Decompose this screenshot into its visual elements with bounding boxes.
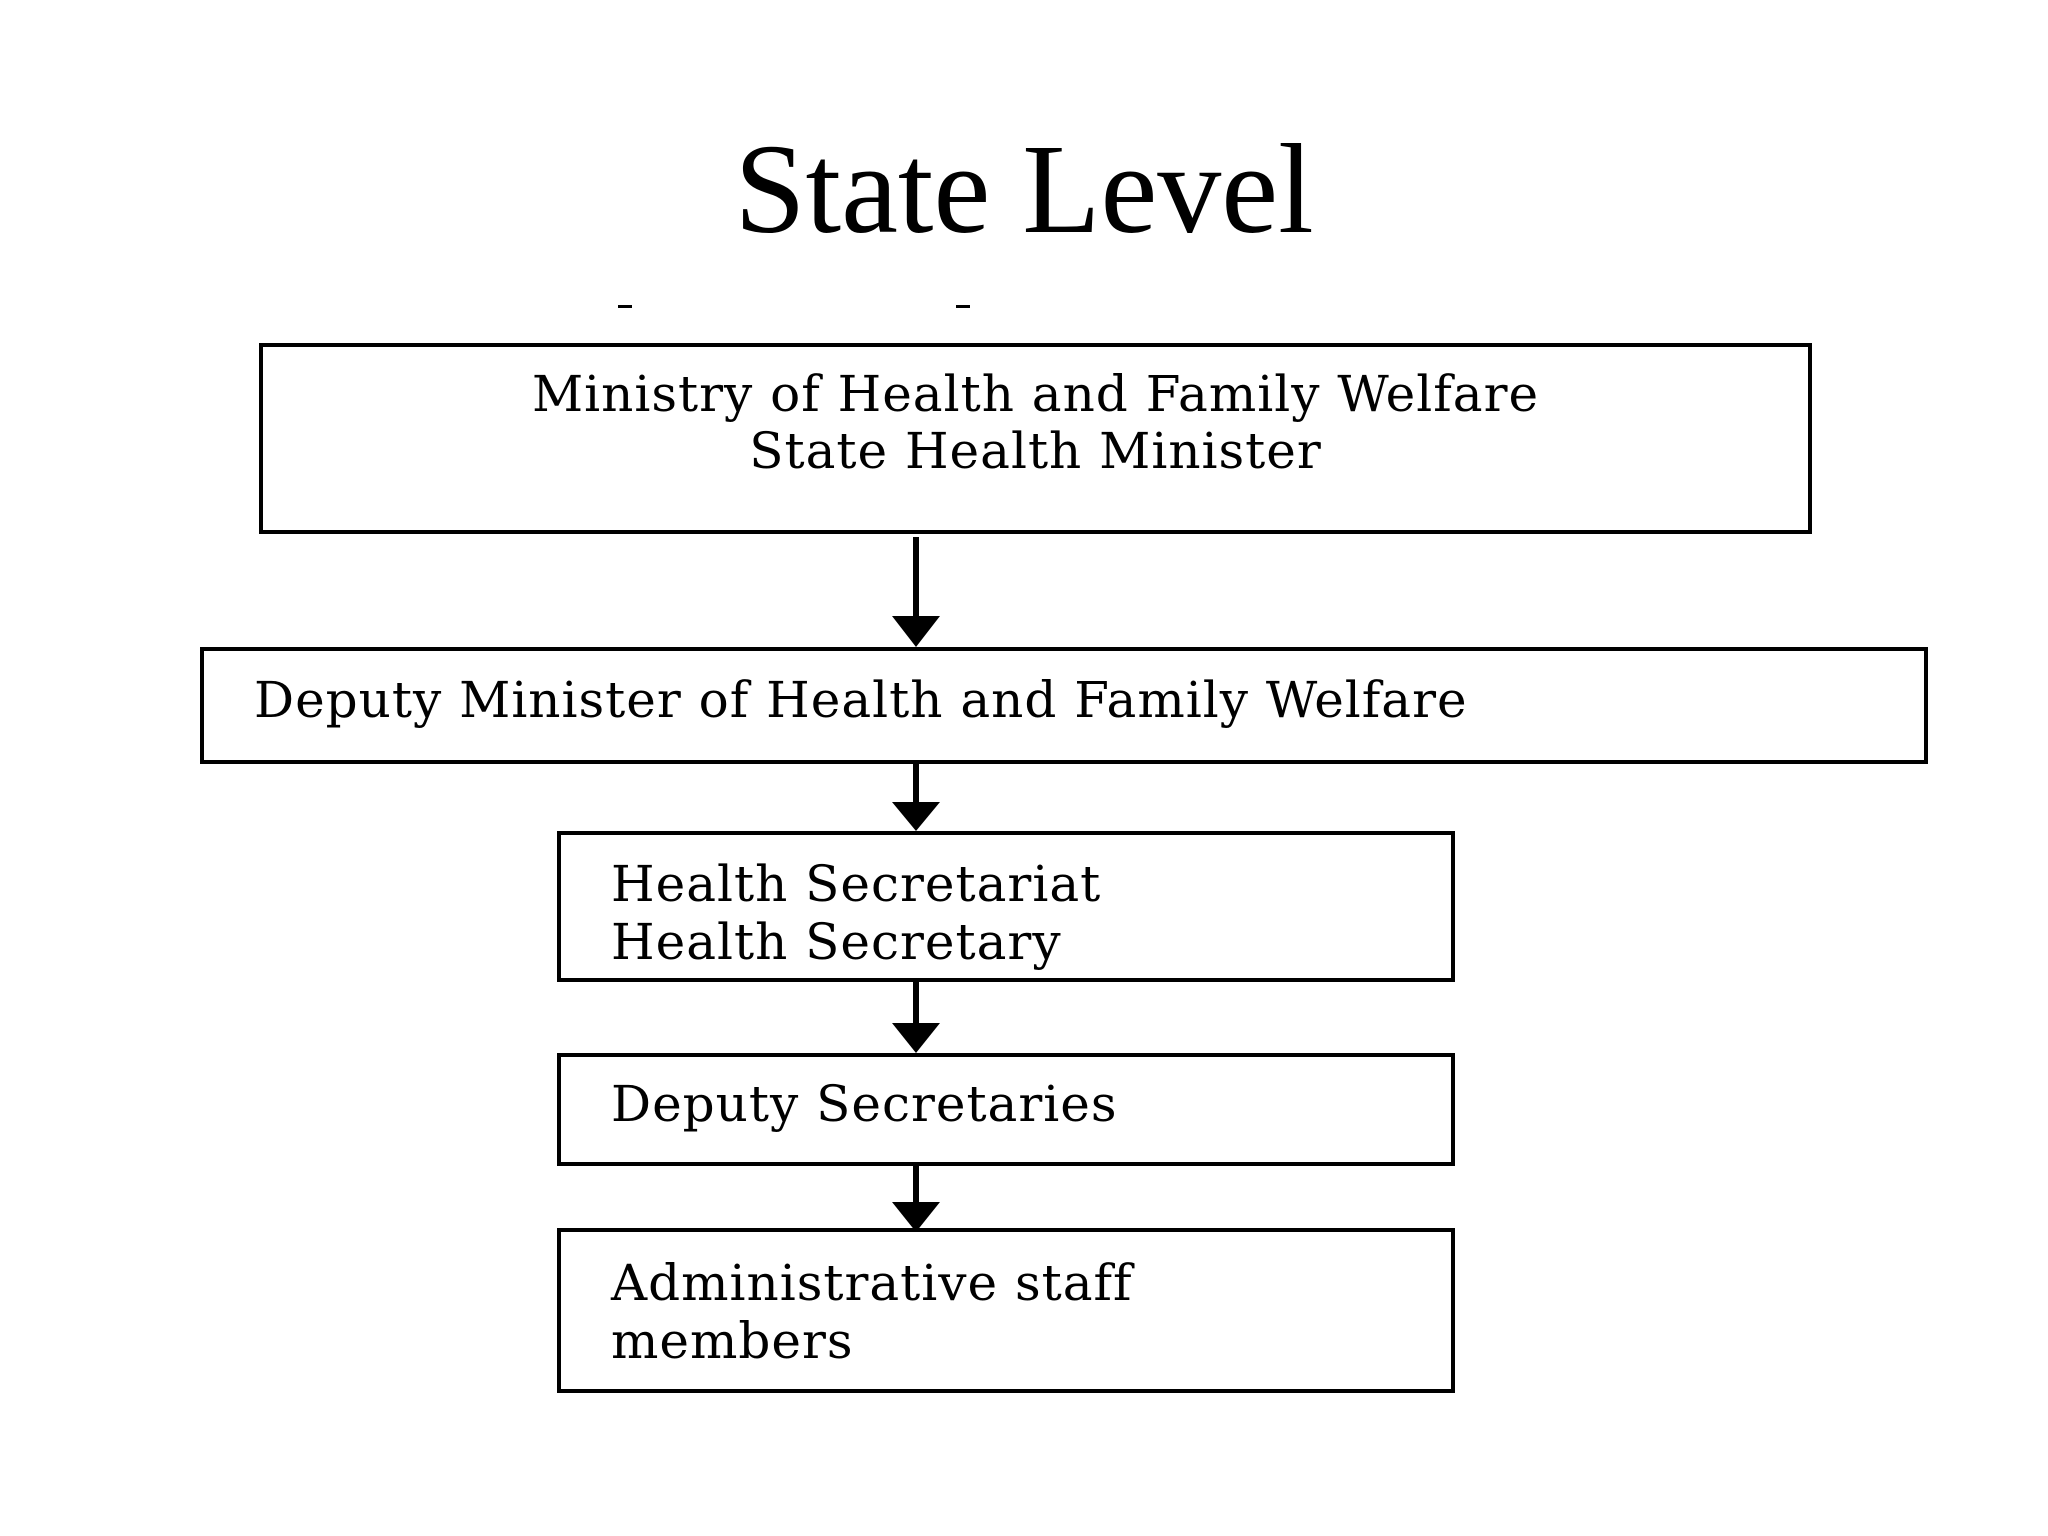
box-ministry-line-2: State Health Minister — [749, 422, 1322, 480]
page-title: State Level — [734, 118, 1314, 260]
box-health-secretariat-line-1: Health Secretariat — [611, 855, 1102, 913]
box-deputy-secretaries-line-1: Deputy Secretaries — [611, 1075, 1118, 1133]
box-health-secretariat-line-2: Health Secretary — [611, 913, 1062, 971]
box-deputy-minister-line-1: Deputy Minister of Health and Family Welfare — [254, 671, 1468, 729]
arrow-3-head — [892, 1023, 940, 1053]
arrow-4-head — [892, 1202, 940, 1232]
box-ministry-line-1: Ministry of Health and Family Welfare — [531, 365, 1540, 423]
box-administrative-staff-line-1: Administrative staff — [611, 1254, 1133, 1312]
arrow-1-head — [892, 616, 940, 647]
arrow-2-head — [892, 802, 940, 831]
box-administrative-staff-line-2: members — [611, 1312, 854, 1370]
